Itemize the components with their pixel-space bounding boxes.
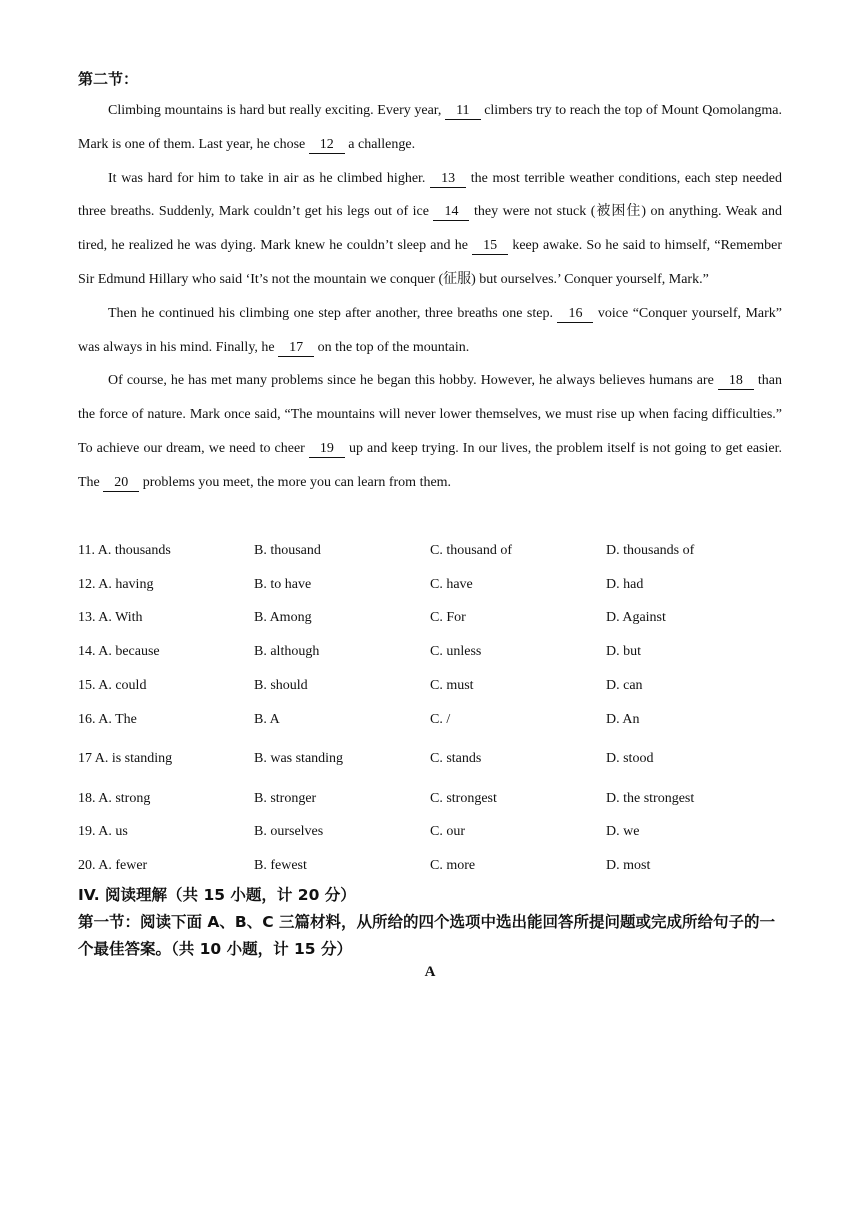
passage-text: a challenge. [344, 136, 416, 152]
option-d: D. can [606, 678, 643, 694]
option-d: D. but [606, 644, 641, 660]
question-row [78, 602, 782, 636]
question-row [78, 782, 782, 816]
blank-19 [309, 441, 345, 458]
section-title: 第二节： [78, 70, 139, 88]
blank-11 [445, 103, 480, 120]
option-d: D. stood [606, 751, 654, 767]
question-row [78, 816, 782, 850]
option-d: D. An [606, 711, 640, 727]
passage-text: climbers try to reach the top of Mount Qomolangma. Mark is one of them. Last year, he chose [78, 103, 782, 152]
cloze-passage [78, 94, 782, 500]
question-row [78, 635, 782, 669]
option-b: B. was standing [254, 751, 344, 767]
option-a: 11. A. thousands [78, 542, 171, 558]
option-b: B. A [254, 711, 280, 727]
passage-text: It was hard for him to take in air as he climbed higher. [108, 170, 431, 186]
question-row [78, 849, 782, 883]
option-a: 18. A. strong [78, 790, 151, 806]
option-b: B. to have [254, 576, 312, 592]
blank-number: 17 [289, 339, 304, 355]
section-heading: 第一节：阅读下面 A、B、C 三篇材料，从所给的四个选项中选出能回答所提问题或完成所给句子的一个最佳答案。（共 10 小题，计 15 分） [78, 913, 775, 958]
blank-number: 14 [444, 204, 459, 220]
passage-text: keep awake. So he said to himself, “Remember Sir Edmund Hillary who said ‘It’s not the mountain we conquer (征服) but ourselves.’ Conquer yourself, Mark.” [78, 238, 783, 287]
option-c: C. our [430, 824, 465, 840]
option-a: 20. A. fewer [78, 858, 148, 874]
option-b: B. should [254, 678, 308, 694]
passage-text: the most terrible weather conditions, each step needed three breaths. Suddenly, Mark couldn’t get his legs out of ice [78, 170, 782, 220]
passage-text: Of course, he has met many problems since he began this hobby. However, he always believes humans are [108, 373, 718, 389]
passage-paragraph [78, 162, 782, 297]
option-c: C. / [430, 711, 451, 727]
option-b: B. stronger [254, 790, 317, 806]
blank-18 [718, 373, 754, 390]
option-a: 19. A. us [78, 824, 128, 840]
blank-number: 19 [319, 440, 334, 456]
blank-16 [557, 306, 593, 323]
question-row [78, 534, 782, 568]
option-b: B. fewest [254, 858, 307, 874]
option-a: 13. A. With [78, 610, 143, 626]
option-a: 17 A. is standing [78, 751, 173, 767]
option-c: C. stands [430, 751, 482, 767]
option-c: C. strongest [430, 790, 497, 806]
blank-17 [278, 340, 314, 357]
blank-20 [103, 475, 139, 492]
passage-paragraph [78, 94, 782, 162]
option-d: D. the strongest [606, 790, 695, 806]
option-b: B. ourselves [254, 824, 324, 840]
option-c: C. unless [430, 644, 482, 660]
passage-text: voice “Conquer yourself, Mark” was always in his mind. Finally, he [78, 305, 782, 355]
option-c: C. thousand of [430, 542, 513, 558]
passage-text: Then he continued his climbing one step after another, three breaths one step. [108, 305, 558, 321]
question-row [78, 669, 782, 703]
blank-15 [472, 238, 508, 255]
blank-number: 20 [114, 474, 129, 490]
blank-14 [433, 204, 469, 221]
blank-number: 16 [568, 305, 583, 321]
passage-text: than the force of nature. Mark once said, “The mountains will never lower themselves, we must rise up when facing difficulties.” To achieve our dream, we need to cheer [78, 373, 782, 456]
passage-text: on the top of the mountain. [314, 339, 470, 355]
option-d: D. thousands of [606, 542, 695, 558]
option-b: B. Among [254, 610, 312, 626]
option-a: 14. A. because [78, 644, 160, 660]
passage-paragraph [78, 364, 782, 499]
passage-text: Climbing mountains is hard but really exciting. Every year, [108, 103, 446, 118]
passage-paragraph [78, 297, 782, 365]
blank-number: 12 [319, 136, 334, 152]
blank-13 [430, 171, 466, 188]
option-c: C. have [430, 576, 473, 592]
option-d: D. had [606, 576, 644, 592]
blank-number: 15 [483, 238, 498, 254]
passage-text: they were not stuck (被困住) on anything. Weak and tired, he realized he was dying. Mark knew he couldn’t sleep and he [78, 204, 782, 254]
question-row [78, 703, 782, 737]
blank-number: 18 [728, 373, 743, 389]
option-a: 12. A. having [78, 576, 154, 592]
blank-12 [309, 137, 345, 154]
option-c: C. For [430, 610, 466, 626]
option-c: C. must [430, 678, 474, 694]
option-c: C. more [430, 858, 476, 874]
blank-number: 11 [456, 103, 470, 118]
question-row [78, 568, 782, 602]
option-d: D. we [606, 824, 640, 840]
blank-number: 13 [441, 170, 456, 186]
options-table [78, 534, 782, 883]
option-d: D. most [606, 858, 651, 874]
option-d: D. Against [606, 610, 666, 626]
option-a: 15. A. could [78, 678, 147, 694]
question-row [78, 737, 782, 782]
passage-text: problems you meet, the more you can learn from them. [139, 474, 452, 490]
part-heading: IV. 阅读理解（共 15 小题，计 20 分） [78, 886, 356, 904]
option-b: B. thousand [254, 542, 321, 558]
option-a: 16. A. The [78, 711, 137, 727]
passage-label: A [424, 964, 436, 980]
option-b: B. although [254, 644, 320, 660]
passage-text: up and keep trying. In our lives, the problem itself is not going to get easier. The [78, 440, 782, 490]
